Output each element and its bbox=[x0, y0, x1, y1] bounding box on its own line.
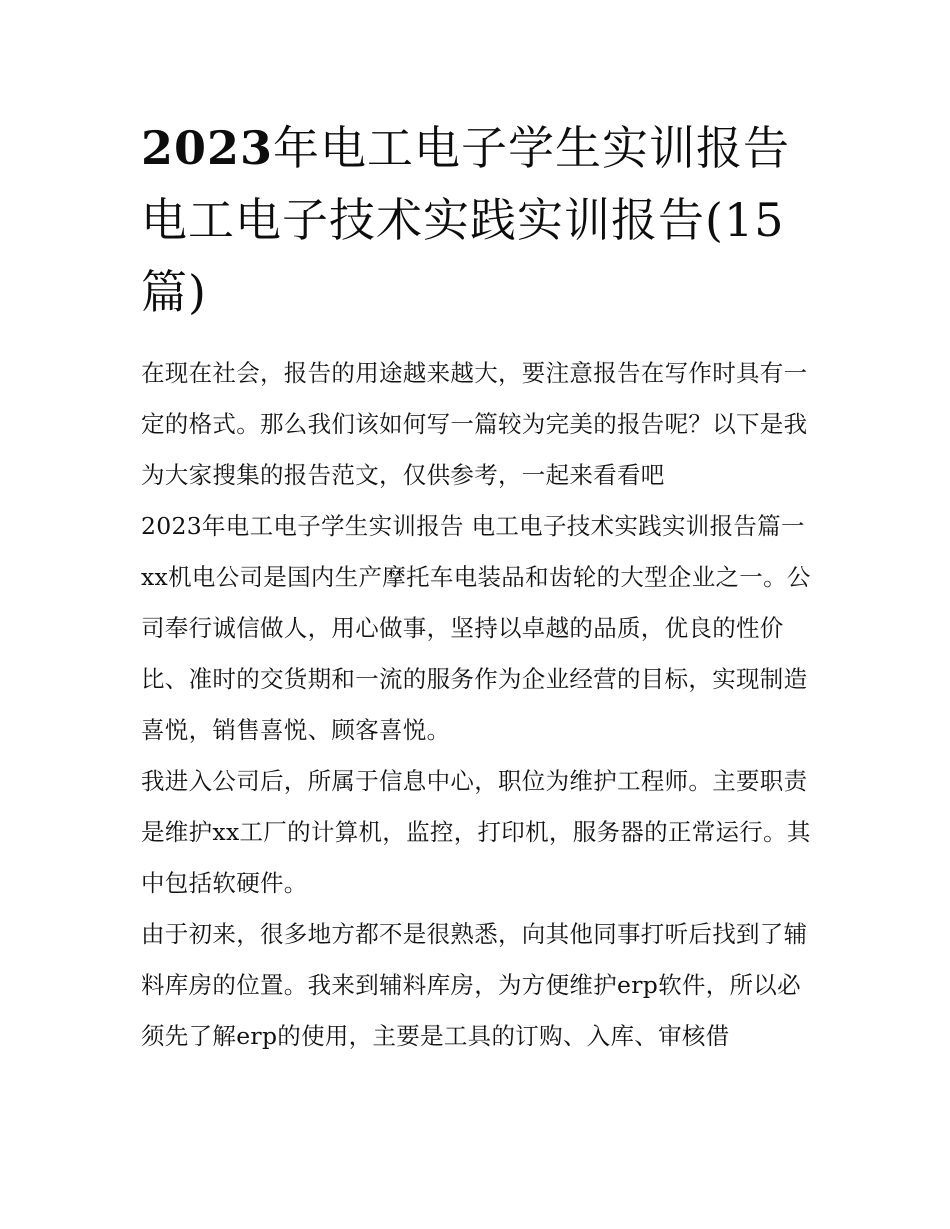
document-title bbox=[141, 112, 813, 328]
section-heading: 2023年电工电子学生实训报告 电工电子技术实践实训报告篇一 bbox=[141, 512, 805, 540]
warehouse-paragraph: 由于初来，很多地方都不是很熟悉，向其他同事打听后找到了辅料库房的位置。我来到辅料库房，为方便维护erp软件，所以必须先了解erp的使用，主要是工具的订购、入库、审核借 bbox=[141, 920, 808, 1050]
intro-paragraph: 在现在社会，报告的用途越来越大，要注意报告在写作时具有一定的格式。那么我们该如何写一篇较为完美的报告呢？以下是我为大家搜集的报告范文，仅供参考，一起来看看吧 bbox=[141, 359, 808, 489]
role-paragraph: 我进入公司后，所属于信息中心，职位为维护工程师。主要职责是维护xx工厂的计算机，监控，打印机，服务器的正常运行。其中包括软硬件。 bbox=[141, 767, 811, 897]
title-year: 2023 bbox=[141, 121, 274, 175]
document-content bbox=[141, 112, 813, 1062]
company-paragraph: xx机电公司是国内生产摩托车电装品和齿轮的大型企业之一。公司奉行诚信做人，用心做事，坚持以卓越的品质，优良的性价比、准时的交货期和一流的服务作为企业经营的目标，实现制造喜悦，销售喜悦、顾客喜悦。 bbox=[141, 563, 811, 744]
title-text: 年电工电子学生实训报告 电工电子技术实践实训报告(15篇) bbox=[141, 121, 791, 319]
document-body bbox=[141, 348, 813, 1062]
